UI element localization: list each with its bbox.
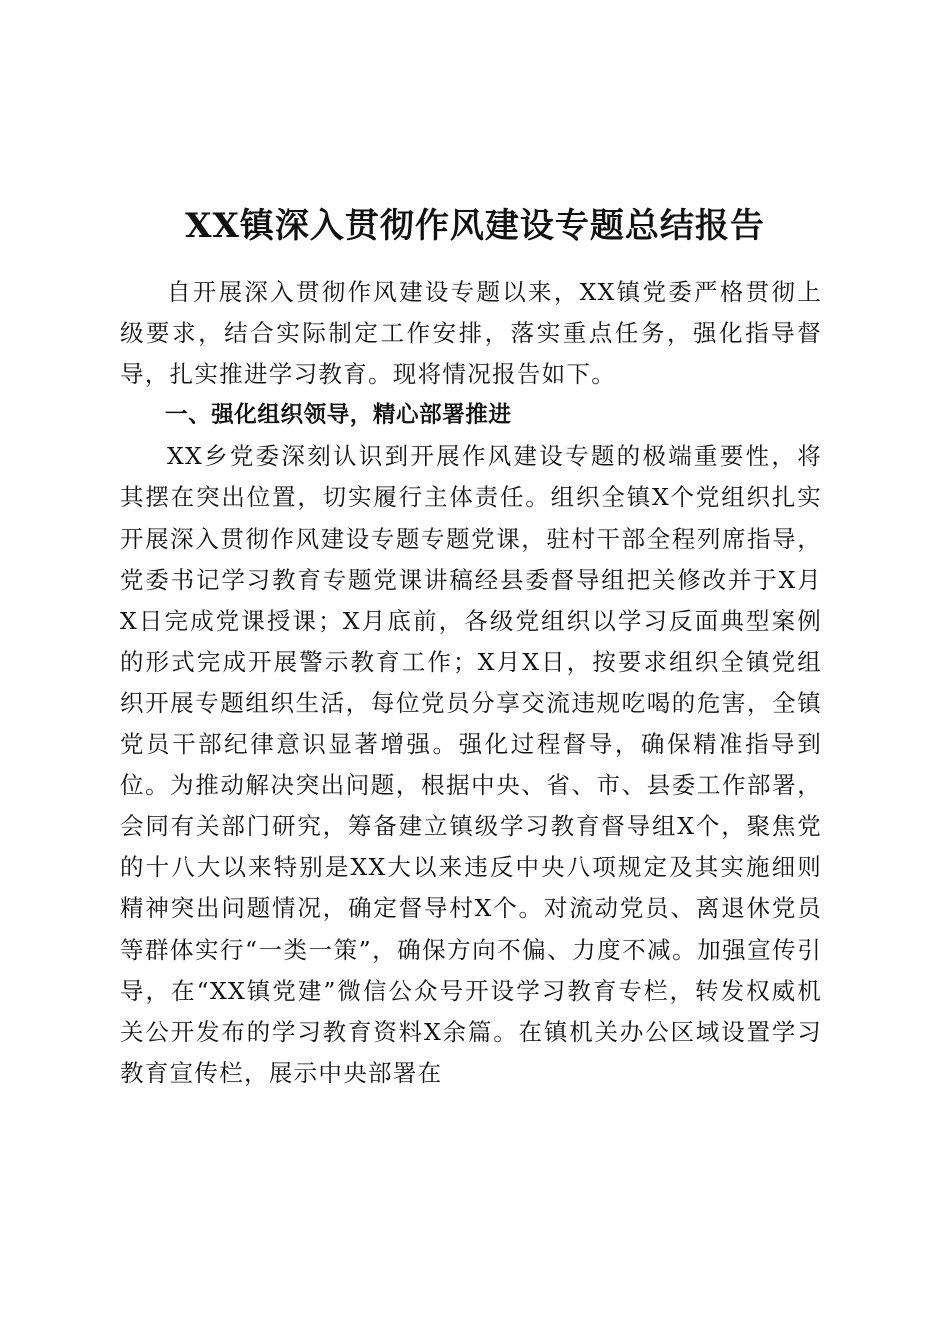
section-1-paragraph: XX乡党委深刻认识到开展作风建设专题的极端重要性，将其摆在突出位置，切实履行主体责任。组织全镇X个党组织扎实开展深入贯彻作风建设专题专题党课，驻村干部全程列席指导，党委书记学习教育专题党课讲稿经县委督导组把关修改并于X月X日完成党课授课；X月底前，各级党组织以学习反面典型案例的形式完成开展警示教育工作；X月X日，按要求组织全镇党组织开展专题组织生活，每位党员分享交流违规吃喝的危害，全镇党员干部纪律意识显著增强。强化过程督导，确保精准指导到位。为推动解决突出问题，根据中央、省、市、县委工作部署，会同有关部门研究，筹备建立镇级学习教育督导组X个，聚焦党的十八大以来特别是XX大以来违反中央八项规定及其实施细则精神突出问题情况，确定督导村X个。对流动党员、离退休党员等群体实行“一类一策”，确保方向不偏、力度不减。加强宣传引导，在“XX镇党建”微信公众号开设学习教育专栏，转发权威机关公开发布的学习教育资料X余篇。在镇机关办公区域设置学习教育宣传栏，展示中央部署在	[120, 442, 822, 1087]
document-body	[120, 272, 822, 1094]
intro-paragraph: 自开展深入贯彻作风建设专题以来，XX镇党委严格贯彻上级要求，结合实际制定工作安排，落实重点任务，强化指导督导，扎实推进学习教育。现将情况报告如下。	[120, 278, 822, 389]
document-title: XX镇深入贯彻作风建设专题总结报告	[185, 205, 765, 246]
section-heading-1: 一、强化组织领导，精心部署推进	[165, 402, 512, 429]
